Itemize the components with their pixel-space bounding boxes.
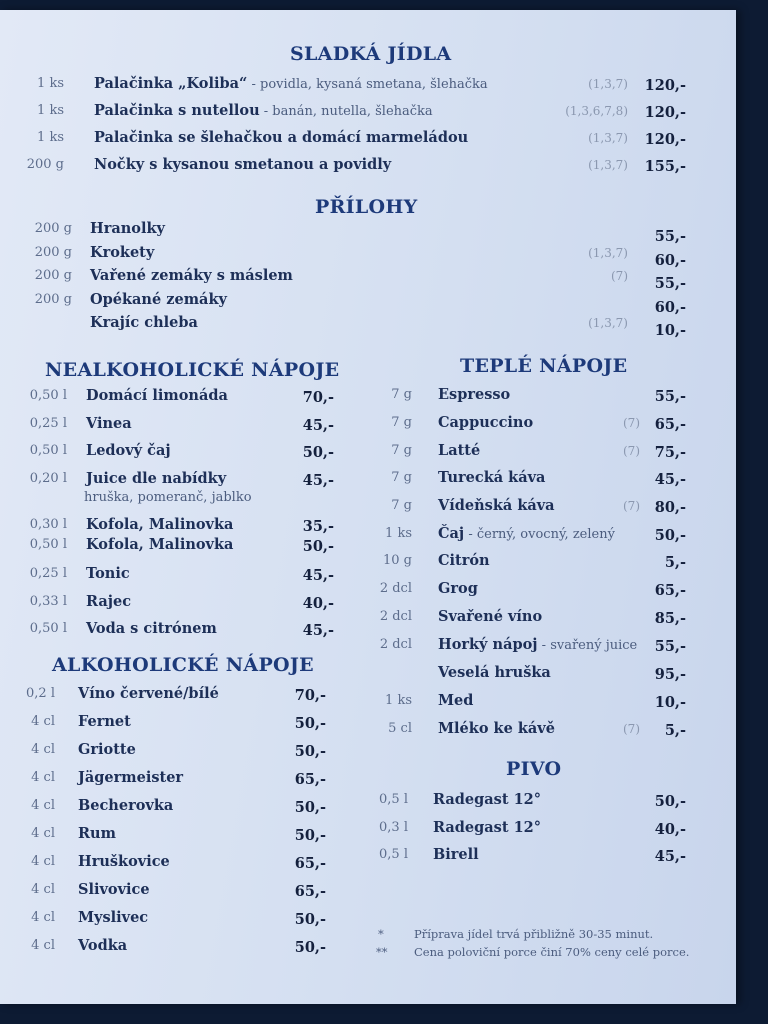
item-title: Rajec — [86, 593, 132, 610]
item-price: 120,- — [644, 77, 686, 94]
item-quantity: 0,50 l — [29, 443, 67, 458]
item-price: 70,- — [294, 687, 326, 704]
item-quantity: 0,3 l — [379, 820, 408, 835]
menu-item — [0, 102, 690, 124]
item-price: 40,- — [302, 595, 334, 612]
item-name — [78, 881, 150, 898]
item-quantity: 0,5 l — [379, 847, 408, 862]
item-description: - svařený juice — [537, 638, 638, 653]
item-price: 45,- — [302, 622, 334, 639]
item-name — [90, 220, 165, 237]
item-quantity: 10 g — [383, 553, 412, 568]
item-title: Myslivec — [78, 909, 149, 926]
item-quantity: 5 cl — [388, 721, 412, 736]
item-price: 35,- — [302, 518, 334, 535]
item-price: 65,- — [294, 883, 326, 900]
item-quantity: 200 g — [34, 292, 72, 307]
item-title: Čaj — [438, 525, 465, 542]
juice-flavors: hruška, pomeranč, jablko — [84, 490, 252, 505]
note-text: Cena poloviční porce činí 70% ceny celé porce. — [414, 945, 690, 959]
item-name — [438, 580, 478, 597]
menu-item — [0, 156, 690, 178]
item-quantity: 4 cl — [31, 714, 55, 729]
menu-item — [0, 608, 690, 630]
item-title: Vídeňská káva — [438, 497, 555, 514]
item-quantity: 1 ks — [385, 526, 412, 541]
item-price: 65,- — [294, 855, 326, 872]
item-price: 70,- — [302, 389, 334, 406]
item-price: 5,- — [664, 722, 686, 739]
item-title: Nočky s kysanou smetanou a povidly — [94, 156, 392, 173]
item-title: Mléko ke kávě — [438, 720, 555, 737]
item-quantity: 0,30 l — [29, 517, 67, 532]
section-title-alko: ALKOHOLICKÉ NÁPOJE — [52, 654, 314, 676]
menu-item — [0, 244, 690, 269]
item-price: 60,- — [654, 252, 686, 269]
item-title: Rum — [78, 825, 116, 842]
item-title: Juice dle nabídky — [86, 470, 227, 487]
item-quantity: 200 g — [34, 268, 72, 283]
item-name — [438, 692, 473, 709]
item-name — [90, 267, 293, 284]
item-price: 120,- — [644, 131, 686, 148]
item-quantity: 4 cl — [31, 770, 55, 785]
item-name — [90, 244, 154, 261]
item-price: 65,- — [654, 416, 686, 433]
item-name — [78, 909, 148, 926]
item-price: 50,- — [654, 793, 686, 810]
item-title: Vodka — [78, 937, 128, 954]
item-allergens: (1,3,7) — [588, 131, 628, 145]
item-title: Krajíc chleba — [90, 314, 198, 331]
item-allergens: (1,3,7) — [588, 77, 628, 91]
item-quantity: 1 ks — [37, 76, 64, 91]
item-quantity: 200 g — [34, 245, 72, 260]
menu-item — [0, 497, 690, 519]
item-quantity: 4 cl — [31, 854, 55, 869]
item-price: 85,- — [654, 610, 686, 627]
item-allergens: (7) — [623, 499, 640, 513]
item-name — [438, 552, 490, 569]
item-quantity: 7 g — [391, 415, 412, 430]
item-name — [438, 664, 551, 681]
item-price: 50,- — [294, 715, 326, 732]
item-price: 80,- — [654, 499, 686, 516]
note-mark: ** — [376, 945, 388, 959]
item-title: Horký nápoj — [438, 636, 538, 653]
item-title: Veselá hruška — [438, 664, 551, 681]
menu-item — [0, 580, 690, 602]
menu-item — [0, 685, 330, 707]
item-name — [78, 685, 219, 702]
item-price: 155,- — [644, 158, 686, 175]
item-description: - banán, nutella, šlehačka — [259, 104, 433, 119]
item-quantity: 200 g — [26, 157, 64, 172]
item-title: Med — [438, 692, 474, 709]
menu-item — [0, 552, 690, 574]
note-mark: * — [378, 927, 384, 941]
item-title: Domácí limonáda — [86, 387, 228, 404]
menu-item — [0, 819, 690, 841]
item-title: Hranolky — [90, 220, 165, 237]
menu-item — [0, 386, 690, 408]
section-title-pivo: PIVO — [506, 758, 562, 780]
item-quantity: 0,2 l — [26, 686, 55, 701]
item-allergens: (7) — [623, 416, 640, 430]
item-name — [78, 769, 183, 786]
item-description: - povidla, kysaná smetana, šlehačka — [247, 77, 488, 92]
item-name — [438, 720, 555, 737]
item-allergens: (7) — [623, 444, 640, 458]
item-price: 45,- — [302, 417, 334, 434]
item-price: 65,- — [294, 771, 326, 788]
item-quantity: 1 ks — [37, 130, 64, 145]
item-name — [438, 608, 542, 625]
top-edge — [0, 0, 768, 10]
item-price: 5,- — [664, 554, 686, 571]
menu-item — [0, 636, 690, 658]
item-title: Svařené víno — [438, 608, 543, 625]
item-title: Grog — [438, 580, 478, 597]
menu-item — [0, 769, 330, 791]
item-name — [438, 414, 533, 431]
item-price: 55,- — [654, 228, 686, 245]
item-price: 50,- — [294, 827, 326, 844]
item-quantity: 4 cl — [31, 798, 55, 813]
item-title: Griotte — [78, 741, 136, 758]
item-name — [438, 442, 480, 459]
item-title: Citrón — [438, 552, 490, 569]
item-title: Víno červené/bílé — [78, 685, 219, 702]
menu-item — [0, 129, 690, 151]
item-quantity: 2 dcl — [379, 609, 412, 624]
item-quantity: 7 g — [391, 387, 412, 402]
item-price: 45,- — [302, 472, 334, 489]
item-name — [94, 75, 488, 92]
item-name — [90, 291, 227, 308]
item-price: 75,- — [654, 444, 686, 461]
menu-item — [0, 267, 690, 292]
item-quantity: 4 cl — [31, 882, 55, 897]
menu-page — [0, 10, 736, 1004]
item-quantity: 0,50 l — [29, 621, 67, 636]
item-price: 45,- — [654, 471, 686, 488]
item-name — [433, 846, 479, 863]
item-title: Opékané zemáky — [90, 291, 227, 308]
item-name — [438, 636, 637, 653]
item-price: 55,- — [654, 275, 686, 292]
item-allergens: (1,3,7) — [588, 158, 628, 172]
item-title: Kofola, Malinovka — [86, 516, 234, 533]
item-title: Ledový čaj — [86, 442, 171, 459]
item-name — [90, 314, 198, 331]
section-title-nealko: NEALKOHOLICKÉ NÁPOJE — [45, 359, 340, 381]
item-name — [78, 713, 131, 730]
item-name — [438, 525, 615, 542]
item-title: Krokety — [90, 244, 155, 261]
item-quantity: 7 g — [391, 498, 412, 513]
item-title: Slivovice — [78, 881, 150, 898]
item-name — [433, 819, 541, 836]
section-title-teple: TEPLÉ NÁPOJE — [460, 355, 628, 377]
item-quantity: 0,33 l — [29, 594, 67, 609]
item-title: Kofola, Malinovka — [86, 536, 234, 553]
item-quantity: 1 ks — [37, 103, 64, 118]
item-price: 95,- — [654, 666, 686, 683]
item-title: Turecká káva — [438, 469, 546, 486]
item-title: Espresso — [438, 386, 511, 403]
item-price: 65,- — [654, 582, 686, 599]
menu-item — [0, 741, 330, 763]
menu-item — [0, 525, 690, 547]
item-title: Tonic — [86, 565, 130, 582]
item-title: Becherovka — [78, 797, 174, 814]
item-price: 120,- — [644, 104, 686, 121]
item-name — [94, 129, 468, 146]
item-quantity: 2 dcl — [379, 637, 412, 652]
menu-item — [0, 414, 690, 436]
menu-item — [0, 664, 690, 686]
item-quantity: 4 cl — [31, 826, 55, 841]
item-title: Hruškovice — [78, 853, 170, 870]
item-name — [433, 791, 541, 808]
item-name — [438, 497, 555, 514]
menu-item — [0, 791, 690, 813]
menu-item — [0, 713, 330, 735]
item-title: Palačinka s nutellou — [94, 102, 260, 119]
section-title-sladka: SLADKÁ JÍDLA — [290, 43, 452, 65]
menu-item — [0, 75, 690, 97]
menu-item — [0, 937, 330, 959]
item-title: Voda s citrónem — [86, 620, 217, 637]
item-title: Vinea — [86, 415, 132, 432]
item-price: 50,- — [302, 538, 334, 555]
item-description: - černý, ovocný, zelený — [464, 527, 615, 542]
item-price: 40,- — [654, 821, 686, 838]
item-title: Fernet — [78, 713, 131, 730]
item-name — [94, 102, 433, 119]
item-title: Radegast 12° — [433, 819, 542, 836]
menu-item — [0, 881, 330, 903]
item-title: Palačinka „Koliba“ — [94, 75, 248, 92]
menu-item — [0, 220, 690, 245]
item-quantity: 0,25 l — [29, 416, 67, 431]
item-allergens: (1,3,6,7,8) — [565, 104, 628, 118]
item-quantity: 7 g — [391, 443, 412, 458]
item-allergens: (1,3,7) — [588, 316, 628, 330]
item-quantity: 0,50 l — [29, 388, 67, 403]
menu-item — [0, 469, 690, 491]
item-quantity: 0,5 l — [379, 792, 408, 807]
item-price: 55,- — [654, 638, 686, 655]
item-price: 10,- — [654, 694, 686, 711]
item-quantity: 200 g — [34, 221, 72, 236]
item-quantity: 4 cl — [31, 938, 55, 953]
item-quantity: 4 cl — [31, 910, 55, 925]
item-name — [438, 469, 545, 486]
item-quantity: 7 g — [391, 470, 412, 485]
item-price: 45,- — [654, 848, 686, 865]
item-title: Radegast 12° — [433, 791, 542, 808]
section-title-prilohy: PŘÍLOHY — [315, 196, 418, 218]
item-quantity: 0,25 l — [29, 566, 67, 581]
item-quantity: 1 ks — [385, 693, 412, 708]
item-title: Birell — [433, 846, 479, 863]
item-price: 50,- — [654, 527, 686, 544]
item-price: 50,- — [294, 743, 326, 760]
item-price: 60,- — [654, 299, 686, 316]
item-quantity: 0,50 l — [29, 537, 67, 552]
item-price: 45,- — [302, 567, 334, 584]
menu-item — [0, 291, 690, 316]
item-price: 55,- — [654, 388, 686, 405]
item-title: Cappuccino — [438, 414, 534, 431]
item-title: Latté — [438, 442, 481, 459]
note-text: Příprava jídel trvá přibližně 30-35 minut. — [414, 927, 654, 941]
item-name — [94, 156, 391, 173]
item-title: Vařené zemáky s máslem — [90, 267, 293, 284]
item-price: 10,- — [654, 322, 686, 339]
item-quantity: 2 dcl — [379, 581, 412, 596]
menu-item — [0, 442, 690, 464]
item-allergens: (7) — [611, 269, 628, 283]
item-price: 50,- — [294, 799, 326, 816]
item-quantity: 4 cl — [31, 742, 55, 757]
item-title: Palačinka se šlehačkou a domácí marmeládou — [94, 129, 469, 146]
item-price: 50,- — [302, 444, 334, 461]
item-price: 50,- — [294, 939, 326, 956]
item-name — [78, 937, 127, 954]
item-allergens: (7) — [623, 722, 640, 736]
menu-item — [0, 909, 330, 931]
item-allergens: (1,3,7) — [588, 246, 628, 260]
menu-item — [0, 314, 690, 339]
menu-item — [0, 846, 690, 868]
item-name — [438, 386, 510, 403]
item-price: 50,- — [294, 911, 326, 928]
item-quantity: 0,20 l — [29, 471, 67, 486]
item-name — [78, 741, 136, 758]
item-title: Jägermeister — [78, 769, 184, 786]
